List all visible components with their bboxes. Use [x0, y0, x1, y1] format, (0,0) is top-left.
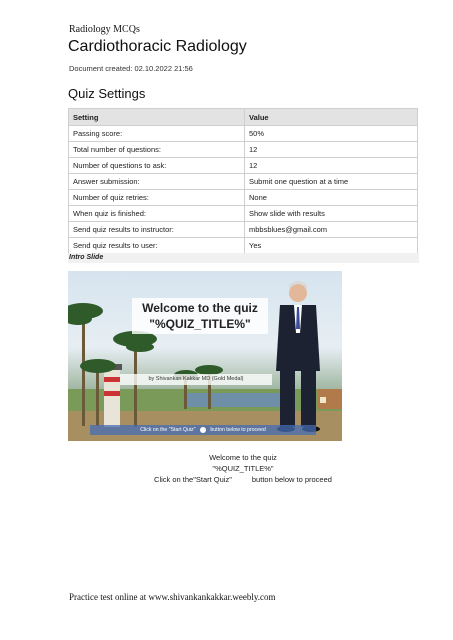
- start-quiz-icon: [200, 427, 206, 433]
- quiz-settings-heading: Quiz Settings: [68, 86, 146, 101]
- setting-value: mbbsblues@gmail.com: [245, 222, 418, 238]
- slide-cta-left-text: Click on the "Start Quiz": [140, 427, 196, 433]
- slide-welcome-line2: "%QUIZ_TITLE%": [149, 317, 251, 331]
- intro-slide-caption: [68, 452, 418, 485]
- setting-value: None: [245, 190, 418, 206]
- setting-value: 12: [245, 158, 418, 174]
- setting-value: Yes: [245, 238, 418, 254]
- setting-name: Number of questions to ask:: [69, 158, 245, 174]
- column-header-value: Value: [245, 109, 418, 126]
- setting-name: Send quiz results to instructor:: [69, 222, 245, 238]
- setting-value: Show slide with results: [245, 206, 418, 222]
- setting-name: Total number of questions:: [69, 142, 245, 158]
- table-row: [69, 174, 418, 190]
- setting-value: 12: [245, 142, 418, 158]
- setting-name: Answer submission:: [69, 174, 245, 190]
- setting-value: 50%: [245, 126, 418, 142]
- column-header-setting: Setting: [69, 109, 245, 126]
- slide-cta-right-text: button below to proceed: [210, 427, 266, 433]
- caption-line3: [68, 474, 418, 485]
- setting-name: Number of quiz retries:: [69, 190, 245, 206]
- table-row: [69, 206, 418, 222]
- slide-author-credit: by Shivankan Kakkar MD (Gold Medal): [120, 374, 272, 385]
- intro-slide-image: [68, 271, 342, 441]
- slide-background-illustration: [68, 271, 342, 441]
- document-created-date: Document created: 02.10.2022 21:56: [69, 64, 193, 73]
- slide-welcome-box: [132, 298, 268, 334]
- table-row: [69, 142, 418, 158]
- setting-value: Submit one question at a time: [245, 174, 418, 190]
- table-row: [69, 238, 418, 254]
- table-row: [69, 158, 418, 174]
- slide-start-instruction: [90, 425, 316, 435]
- caption-line3-left: Click on the"Start Quiz": [154, 475, 232, 484]
- document-title: Cardiothoracic Radiology: [68, 38, 247, 55]
- intro-slide-label: Intro Slide: [68, 253, 419, 263]
- setting-name: When quiz is finished:: [69, 206, 245, 222]
- caption-line3-right: button below to proceed: [251, 475, 332, 484]
- quiz-settings-table: [68, 108, 418, 254]
- page-footer: Practice test online at www.shivankankakkar.weebly.com: [69, 592, 276, 602]
- table-row: [69, 190, 418, 206]
- table-row: [69, 222, 418, 238]
- setting-name: Send quiz results to user:: [69, 238, 245, 254]
- caption-line2: "%QUIZ_TITLE%": [212, 464, 274, 473]
- document-header-label: Radiology MCQs: [69, 24, 140, 35]
- slide-welcome-line1: Welcome to the quiz: [142, 301, 258, 315]
- setting-name: Passing score:: [69, 126, 245, 142]
- table-header-row: [69, 109, 418, 126]
- caption-line1: Welcome to the quiz: [209, 453, 277, 462]
- table-row: [69, 126, 418, 142]
